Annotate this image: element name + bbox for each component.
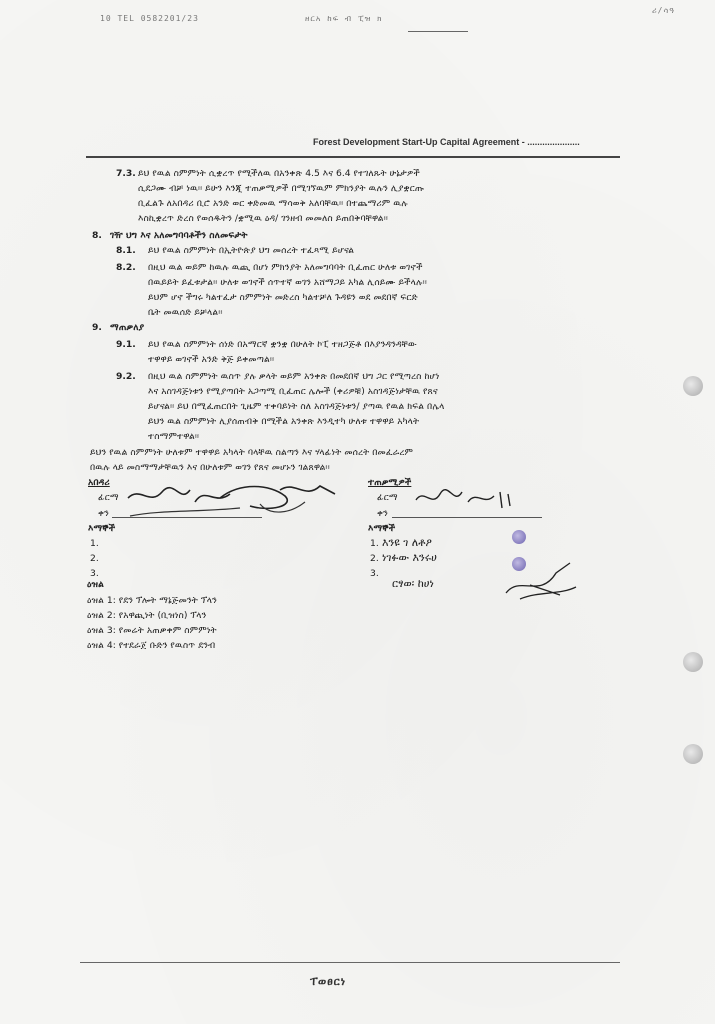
- section-9-1-number: 9.1.: [116, 339, 136, 350]
- section-8-1-line: ይህ የዉል ስምምነት በኢትዮጵያ ህግ መሰረት ተፈጻሚ ይሆናል: [148, 245, 355, 256]
- section-7-3-line: ይህ የዉል ስምምነት ሲቋረጥ የሚችለዉ በአንቀጽ 4.5 እና 6.4 የተገለጹት ሁኔታዎች: [138, 168, 420, 179]
- section-9-2-line: እና አስገዳጅነቱን የሚያጣበት አጋጣሚ ቢፈጠር ሌሎች (ቀሪዎቹ) አስገዳጅነታቸዉ የጸና: [148, 386, 438, 397]
- lender-witness-1: 1.: [90, 538, 99, 549]
- section-8-number: 8.: [92, 230, 102, 241]
- page-header-title: Forest Development Start-Up Capital Agreement - .....................: [313, 137, 580, 147]
- header-rule: [86, 156, 620, 158]
- section-9-2-line: ይህን ዉል ስምምነት ሊያሰጠብቅ በሚችል አንቀጽ እንዲተካ ሁለቱ ተዋዋይ አካላት: [148, 416, 420, 427]
- borrower-witness-heading: እማኞች: [368, 523, 396, 534]
- section-9-1-line: ይህ የዉል ስምምነት ሰነድ በአማርኛ ቋንቋ በሁለት ኮፒ ተዘጋጅቶ በእያንዳንዳቸው: [148, 339, 417, 350]
- section-9-2-line: ተስማምተዋል፡፡: [148, 431, 200, 442]
- fax-header-mid: ዘርአ ከፍ ብ ፒዝ ክ: [305, 14, 383, 23]
- annex-item: ዕዝል 4: የተደራጀ ቡድን የዉስጥ ደንብ: [87, 640, 216, 651]
- lender-witness-heading: እማኞች: [88, 523, 116, 534]
- section-9-2-line: በዚህ ዉል ስምምነት ዉስጥ ያሉ ቃላት ወይም አንቀጽ በመደበኛ ህግ ጋር የሚጣረስ ከሆነ: [148, 371, 440, 382]
- witness-stamp-2: [512, 557, 526, 571]
- footer-rule: [80, 962, 620, 963]
- section-7-3-line: ቢፈልጉ ለአበዳሪ ቢሮ አንድ ወር ቀድመዉ ማሳወቅ አለባቸዉ፡፡ በተጨማሪም ዉሉ: [138, 198, 408, 209]
- section-9-2-line: ይሆናል፡፡ ይህ በሚፈጠርበት ጊዜም ተቀባይነት ስለ አስገዳጅነቱን/ ያጣዉ የዉል ክፍል በሌላ: [148, 401, 445, 412]
- section-8-2-line: ቤት መዉሰድ ይቻላል፡፡: [148, 307, 223, 318]
- section-8-title: ገዥ ህግ እና አለመግባባቶችን ስለመፍታት: [110, 230, 248, 241]
- section-7-3-line: እስኪቋረጥ ድረስ የወሰዱትን /ቋሚዉ ዕዳ/ ገንዘብ መመለስ ይጠበቅባቸዋል፡፡: [138, 213, 388, 224]
- section-8-2-line: በዚህ ዉል ወይም ከዉሉ ዉጪ በሆነ ምክንያት አለመግባባት ቢፈጠር ሁለቱ ወገኖች: [148, 262, 423, 273]
- lender-witness-2: 2.: [90, 553, 99, 564]
- section-7-3-number: 7.3.: [116, 168, 136, 179]
- fax-header-right: ሪ/ሳዓ: [652, 6, 675, 15]
- borrower-witness-1-name: እንዩ ገ ለቶዖ: [382, 536, 432, 549]
- lender-witness-3: 3.: [90, 568, 99, 579]
- section-9-2-number: 9.2.: [116, 371, 136, 382]
- binder-hole: [683, 744, 703, 764]
- annex-heading: ዕዝል: [87, 579, 104, 590]
- witness-stamp-1: [512, 530, 526, 544]
- section-8-1-number: 8.1.: [116, 245, 136, 256]
- annex-item: ዕዝል 1: የደን ፕሎት ማኔጅመንት ፕላን: [87, 595, 217, 606]
- lender-heading: አበዳሪ: [88, 477, 110, 488]
- lender-date-label: ቀን: [98, 508, 109, 519]
- borrower-signature: [410, 482, 530, 518]
- section-8-2-number: 8.2.: [116, 262, 136, 273]
- borrower-witness-3: 3.: [370, 568, 379, 579]
- section-9-title: ማጠቃለያ: [110, 322, 145, 333]
- closing-line: ይህን የዉል ስምምነት ሁለቱም ተዋዋይ አካላት ባላቸዉ ስልጣን እና ሃላፊነት መሰረት በመፈራረም: [90, 447, 414, 458]
- binder-hole: [683, 376, 703, 396]
- borrower-witness-2-name: ነገፉው እንሩሀ: [382, 551, 437, 564]
- borrower-witness-1: 1.: [370, 538, 379, 549]
- closing-line: በዉሉ ላይ መስማማታቸዉን እና በሁለቱም ወገን የጸና መሆኑን ገልጸዋል፡፡: [90, 462, 330, 473]
- section-8-2-line: በዉይይት ይፈቱታል፡፡ ሁለቱ ወገኖች ሰጥተኛ ወገን አሸማጋይ አካል ሊሰይሙ ይችላሉ፡፡: [148, 277, 427, 288]
- section-7-3-line: ሲደጋሙ ብቻ ነዉ፡፡ ይሁን እንጂ ተጠቃሚዎች በሚገኘዉም ምክንያት ዉሉን ሊያቋርጡ: [138, 183, 425, 194]
- lender-sign-label: ፊርማ: [98, 492, 119, 503]
- section-9-number: 9.: [92, 322, 102, 333]
- fax-mark-line: [408, 31, 468, 32]
- lender-signature: [120, 476, 340, 524]
- borrower-sign-label: ፊርማ: [377, 492, 398, 503]
- section-9-1-line: ተዋዋይ ወገኖች አንድ ቅጅ ይቀመጣል፡፡: [148, 354, 275, 365]
- footer-stamp: ፐወፀርነ: [310, 975, 347, 988]
- fax-header-left: 10 TEL 0582201/23: [100, 14, 199, 23]
- binder-hole: [683, 652, 703, 672]
- borrower-witness-3-name: ርፃወ፡ ከሀነ: [392, 577, 434, 590]
- borrower-heading: ተጠቃሚዎች: [368, 477, 412, 488]
- section-8-2-line: ይህም ሆኖ ችግሩ ካልተፈታ ስምምነት መድረስ ካልተቻለ ጉዳዩን ወደ መደበኛ ፍርድ: [148, 292, 418, 303]
- borrower-date-label: ቀን: [377, 508, 388, 519]
- borrower-witness-2: 2.: [370, 553, 379, 564]
- annex-item: ዕዝል 3: የመሬት አጠቃቀም ስምምነት: [87, 625, 217, 636]
- annex-item: ዕዝል 2: የአዋጪነት (ቢዝነስ) ፕላን: [87, 610, 207, 621]
